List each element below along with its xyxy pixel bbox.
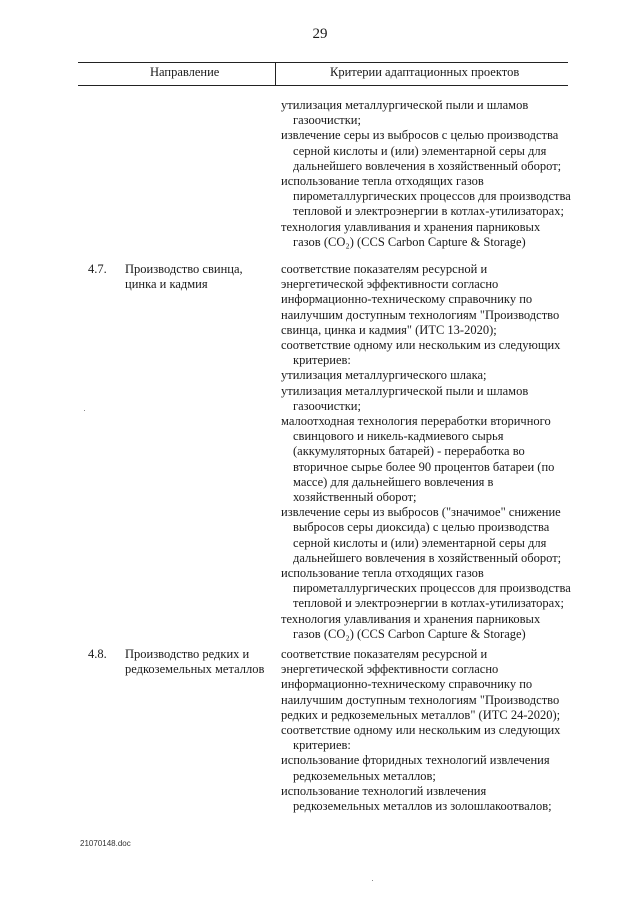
criteria-line: серной кислоты и (или) элементарной серы для	[293, 535, 547, 550]
scan-speck	[84, 410, 85, 411]
page-number: 29	[312, 26, 328, 42]
criteria-line: газов (CO₂) (CCS Carbon Capture & Storage)	[293, 234, 526, 249]
criteria-line: извлечение серы из выбросов с целью производства	[281, 128, 559, 143]
criteria-line: соответствие показателям ресурсной и	[281, 647, 488, 661]
criteria-line: тепловой и электроэнергии в котлах-утилизаторах;	[293, 596, 564, 611]
criteria-line: использование технологий извлечения	[281, 783, 487, 798]
section-4-8-number: 4.8.	[88, 647, 107, 661]
criteria-line: редкоземельных металлов из золошлакоотвалов;	[293, 799, 552, 814]
criteria-line: тепловой и электроэнергии в котлах-утилизаторах;	[293, 204, 564, 219]
continuation-criteria	[281, 98, 581, 250]
criteria-line: редкоземельных металлов;	[293, 768, 436, 783]
section-4-7-direction	[125, 262, 275, 292]
criteria-line: наилучшим доступным технологиям "Производство	[281, 692, 560, 707]
criteria-line: (аккумуляторных батарей) - переработка во	[293, 444, 525, 459]
criteria-line: информационно-техническому справочнику по	[281, 677, 533, 692]
criteria-line: пирометаллургических процессов для производства	[293, 189, 571, 204]
section-4-8-direction	[125, 647, 275, 677]
criteria-line: энергетической эффективности согласно	[281, 662, 499, 677]
direction-line: редкоземельных металлов	[125, 662, 265, 677]
criteria-line: наилучшим доступным технологиям "Производство	[281, 307, 560, 322]
header-criteria: Критерии адаптационных проектов	[330, 65, 520, 79]
criteria-line: соответствие одному или нескольким из следующих	[281, 723, 561, 738]
criteria-line: газоочистки;	[293, 398, 361, 413]
criteria-line: энергетической эффективности согласно	[281, 277, 499, 292]
criteria-line: утилизация металлургической пыли и шламов	[281, 98, 529, 112]
criteria-line: технология улавливания и хранения парниковых	[281, 219, 541, 234]
criteria-line: использование тепла отходящих газов	[281, 174, 484, 189]
table-header-top-rule	[78, 62, 568, 63]
section-4-8-criteria	[281, 647, 581, 814]
criteria-line: дальнейшего вовлечения в хозяйственный оборот;	[293, 158, 562, 173]
criteria-line: извлечение серы из выбросов ("значимое" снижение	[281, 505, 561, 520]
direction-line: Производство редких и	[125, 647, 250, 661]
criteria-line: свинца, цинка и кадмия" (ИТС 13-2020);	[281, 322, 497, 337]
criteria-line: информационно-техническому справочнику по	[281, 292, 533, 307]
criteria-line: критериев:	[293, 738, 351, 753]
criteria-line: пирометаллургических процессов для производства	[293, 581, 571, 596]
section-4-7-number: 4.7.	[88, 262, 107, 276]
criteria-line: утилизация металлургического шлака;	[281, 368, 487, 383]
criteria-line: серной кислоты и (или) элементарной серы для	[293, 143, 547, 158]
criteria-line: массе) для дальнейшего вовлечения в	[293, 474, 494, 489]
criteria-line: редких и редкоземельных металлов" (ИТС 24-2020);	[281, 707, 561, 722]
criteria-line: газов (CO₂) (CCS Carbon Capture & Storage)	[293, 626, 526, 641]
scan-speck	[372, 880, 373, 881]
criteria-line: соответствие показателям ресурсной и	[281, 262, 488, 276]
direction-line: Производство свинца,	[125, 262, 243, 276]
criteria-line: использование фторидных технологий извлечения	[281, 753, 550, 768]
criteria-line: свинцового и никель-кадмиевого сырья	[293, 429, 504, 444]
criteria-line: газоочистки;	[293, 113, 361, 128]
table-header-bottom-rule	[78, 85, 568, 86]
footer-filename: 21070148.doc	[80, 839, 131, 848]
criteria-line: критериев:	[293, 353, 351, 368]
criteria-line: выбросов серы диоксида) с целью производства	[293, 520, 550, 535]
header-direction: Направление	[150, 65, 220, 79]
criteria-line: соответствие одному или нескольким из следующих	[281, 338, 561, 353]
direction-line: цинка и кадмия	[125, 277, 208, 292]
criteria-line: утилизация металлургической пыли и шламов	[281, 383, 529, 398]
criteria-line: вторичное сырье более 90 процентов батареи (по	[293, 459, 555, 474]
criteria-line: малоотходная технология переработки вторичного	[281, 414, 551, 429]
criteria-line: дальнейшего вовлечения в хозяйственный оборот;	[293, 550, 562, 565]
criteria-line: хозяйственный оборот;	[293, 490, 417, 505]
section-4-7-criteria	[281, 262, 581, 642]
criteria-line: использование тепла отходящих газов	[281, 566, 484, 581]
table-header-divider	[275, 62, 276, 85]
criteria-line: технология улавливания и хранения парниковых	[281, 611, 541, 626]
